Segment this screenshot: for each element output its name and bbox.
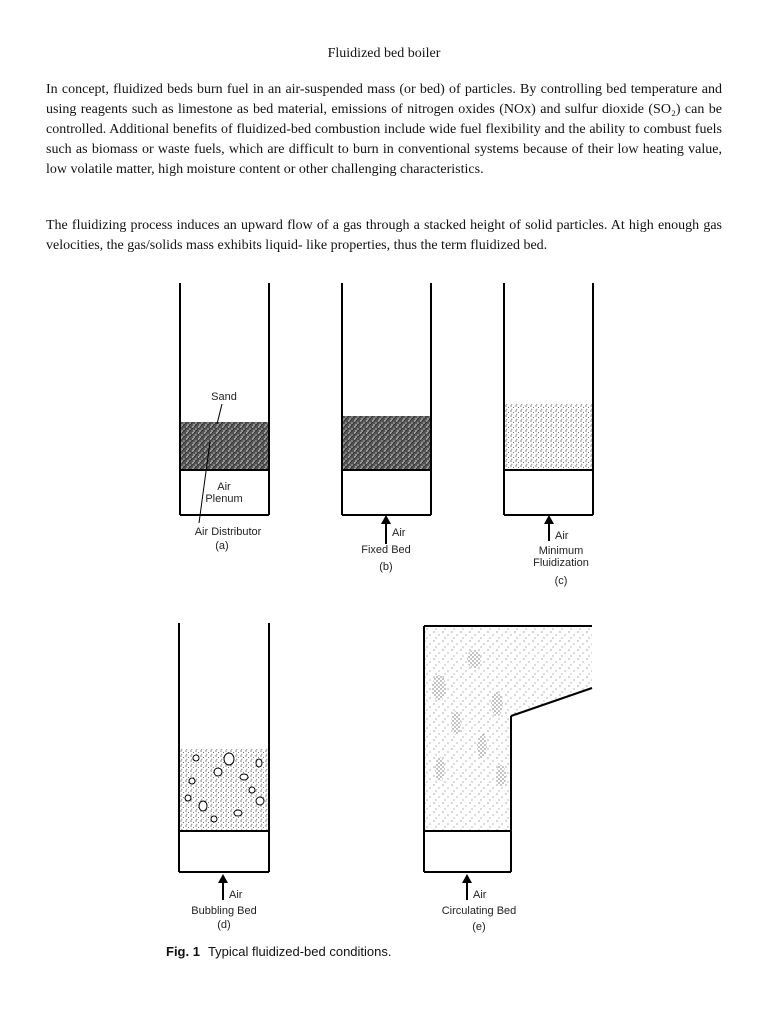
panel-b-fixed-bed: [342, 283, 431, 573]
plenum-label-line1: Air: [217, 481, 231, 493]
panel-c-minimum-fluidization: [504, 283, 593, 587]
sand-layer: [181, 422, 268, 470]
panel-c-tag: (c): [554, 575, 568, 587]
panel-a-tag: (a): [215, 540, 229, 552]
min-fluidization-layer: [505, 404, 592, 470]
figure-caption-text: Typical fluidized-bed conditions.: [207, 944, 392, 959]
panel-d-bubbling-bed: [179, 623, 269, 931]
figure-caption: [166, 944, 392, 959]
panel-e-circulating-bed: [424, 626, 592, 933]
paragraph-intro: In concept, fluidized beds burn fuel in an air-suspended mass (or bed) of particles. By controlling bed temperature and using reagents such as limestone as bed material, emissions of nitrogen oxides (NOx) and sulfur dioxide (SO₂) can be controlled. Additional benefits of fluidized-bed combustion include wide fuel flexibility and the ability to combust fuels such as biomass or waste fuels, which are difficult to burn in conventional systems because of their low heating value, low volatile matter, high moisture content or other challenging characteristics.: [46, 82, 722, 177]
air-arrow-icon: [544, 515, 554, 541]
bubbling-bed-label: Bubbling Bed: [191, 905, 257, 917]
paragraph-process: The fluidizing process induces an upward flow of a gas through a stacked height of solid particles. At high enough gas velocities, the gas/solids mass exhibits liquid- like properties, thus the term fluidized bed.: [46, 218, 722, 253]
air-arrow-icon: [381, 515, 391, 544]
panel-d-air-label: Air: [229, 889, 243, 901]
air-distributor-label: Air Distributor: [194, 526, 262, 538]
plenum-label-line2: Plenum: [205, 493, 243, 505]
sand-label: Sand: [211, 391, 237, 403]
panel-e-air-label: Air: [473, 889, 487, 901]
panel-b-tag: (b): [379, 561, 393, 573]
air-arrow-icon: [462, 874, 472, 900]
min-fluidization-label-line1: Minimum: [538, 545, 584, 557]
figure-number: Fig. 1: [166, 944, 200, 959]
fixed-bed-label: Fixed Bed: [361, 544, 411, 556]
panel-b-air-label: Air: [392, 527, 406, 539]
air-arrow-icon: [218, 874, 228, 900]
panel-e-tag: (e): [472, 921, 486, 933]
document-title: Fluidized bed boiler: [327, 46, 441, 61]
circulating-bed-label: Circulating Bed: [441, 905, 517, 917]
panel-d-tag: (d): [217, 919, 231, 931]
panel-a-sand-bed: [180, 283, 269, 552]
fixed-bed-layer: [343, 416, 430, 470]
panel-c-air-label: Air: [555, 530, 569, 542]
min-fluidization-label-line2: Fluidization: [533, 557, 589, 569]
